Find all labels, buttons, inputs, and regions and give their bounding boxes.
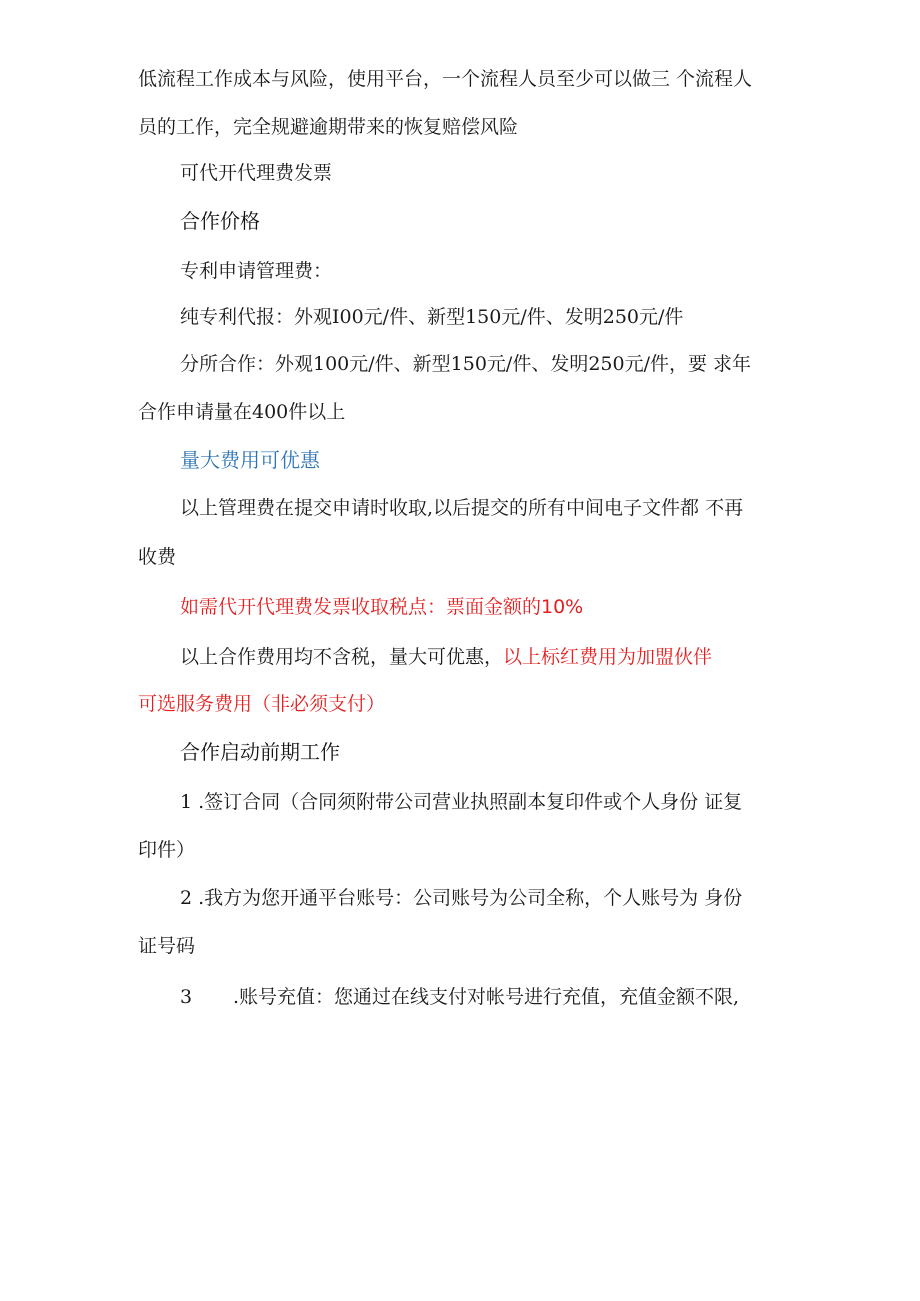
no-tax-line	[180, 645, 712, 669]
paragraph-intro-line-1: 低流程工作成本与风险，使用平台，一个流程人员至少可以做三 个流程人	[138, 68, 753, 90]
branch-price-line-2: 合作申请量在400件以上	[138, 401, 346, 423]
branch-price-line-1: 分所合作：外观100元/件、新型150元/件、发明250元/件，要 求年	[180, 353, 752, 375]
paragraph-intro-line-2: 员的工作，完全规避逾期带来的恢复赔偿风险	[138, 116, 519, 138]
step-3-text: .账号充值：您通过在线支付对帐号进行充值，充值金额不限,	[233, 986, 740, 1008]
step-2-line-2: 证号码	[138, 935, 196, 957]
optional-service-highlight: 可选服务费用（非必须支付）	[138, 693, 386, 715]
section-heading-startup: 合作启动前期工作	[180, 740, 340, 764]
pure-agent-price: 纯专利代报：外观I00元/件、新型150元/件、发明250元/件	[180, 306, 684, 328]
tax-note-highlight: 如需代开代理费发票收取税点：票面金额的10%	[180, 596, 584, 618]
step-1-line-1: 1 .签订合同（合同须附带公司营业执照副本复印件或个人身份 证复	[180, 791, 743, 813]
section-heading-price: 合作价格	[180, 209, 260, 233]
no-tax-text: 以上合作费用均不含税，量大可优惠，	[180, 646, 504, 668]
discount-highlight: 量大费用可优惠	[180, 448, 320, 472]
invoice-note: 可代开代理费发票	[180, 162, 333, 184]
step-3-number: 3	[180, 986, 193, 1008]
partner-fee-highlight: 以上标红费用为加盟伙伴	[503, 646, 713, 668]
collection-note-line-2: 收费	[138, 546, 177, 568]
step-2-line-1: 2 .我方为您开通平台账号：公司账号为公司全称，个人账号为 身份	[180, 887, 743, 909]
step-1-line-2: 印件）	[138, 839, 196, 861]
collection-note-line-1: 以上管理费在提交申请时收取,以后提交的所有中间电子文件都 不再	[180, 497, 744, 519]
fee-title: 专利申请管理费：	[180, 260, 333, 282]
